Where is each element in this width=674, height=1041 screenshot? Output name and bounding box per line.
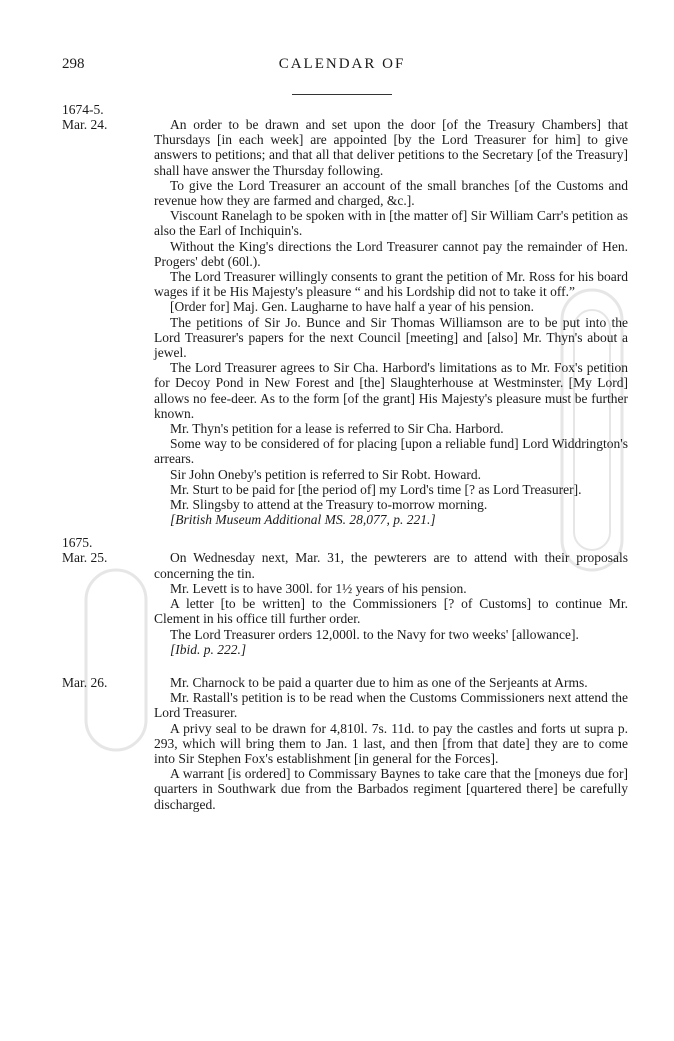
- entry-year: 1674-5.: [62, 102, 104, 117]
- calendar-entries: [62, 102, 628, 820]
- entry-paragraph: Viscount Ranelagh to be spoken with in [the matter of] Sir William Carr's petition as also the Earl of Inchiquin's.: [154, 208, 628, 239]
- entry-paragraph: The petitions of Sir Jo. Bunce and Sir Thomas Williamson are to be put into the Lord Treasurer's papers for the next Council [meeting] and [also] Mr. Thyn's about a jewel.: [154, 314, 628, 361]
- entry-date-column: [62, 535, 152, 565]
- entry-paragraph: Mr. Thyn's petition for a lease is referred to Sir Cha. Harbord.: [170, 421, 504, 437]
- entry-year: 1675.: [62, 535, 93, 551]
- page-header: [62, 56, 622, 76]
- entry-paragraph: Mr. Rastall's petition is to be read when the Customs Commissioners next attend the Lord Treasurer.: [154, 690, 628, 721]
- calendar-entry: [62, 535, 628, 656]
- calendar-entry: [62, 102, 628, 527]
- entry-date-column: [62, 102, 152, 132]
- entry-paragraph: Mr. Charnock to be paid a quarter due to him as one of the Serjeants at Arms.: [170, 674, 588, 690]
- entry-date: Mar. 26.: [62, 674, 108, 690]
- calendar-entry: [62, 675, 628, 812]
- entry-paragraph: The Lord Treasurer willingly consents to grant the petition of Mr. Ross for his board wages if it be His Majesty's pleasure “ and his Lordship did not to take it off.”: [154, 269, 628, 300]
- source-reference: [Ibid. p. 222.]: [170, 641, 247, 657]
- source-reference: [British Museum Additional MS. 28,077, p. 221.]: [170, 512, 436, 528]
- entry-date-column: [62, 675, 152, 690]
- page-number: 298: [62, 56, 85, 72]
- running-title: CALENDAR OF: [278, 56, 406, 72]
- entry-paragraph: To give the Lord Treasurer an account of the small branches [of the Customs and revenue how they are farmed and charged, &c.].: [154, 177, 628, 209]
- entry-date: Mar. 25.: [62, 550, 108, 566]
- entry-paragraph: On Wednesday next, Mar. 31, the pewterers are to attend with their proposals concerning the tin.: [154, 550, 628, 581]
- entry-paragraph: A privy seal to be drawn for 4,810l. 7s. 11d. to pay the castles and forts ut supra p. 293, which will bring them to Jan. 1 last, and then [from that date] they are to come into Sir Stephen Fox's establishment [in general for the Forces].: [154, 720, 628, 766]
- entry-paragraph: Without the King's directions the Lord Treasurer cannot pay the remainder of Hen. Progers' debt (60l.).: [154, 238, 628, 269]
- entry-paragraph: A warrant [is ordered] to Commissary Baynes to take care that the [moneys due for] quarters in Southwark due from the Barbados regiment [quartered there] be carefully discharged.: [154, 766, 628, 812]
- entry-date: Mar. 24.: [62, 117, 108, 132]
- entry-paragraph: The Lord Treasurer agrees to Sir Cha. Harbord's limitations as to Mr. Fox's petition for Decoy Pond in New Forest and [the] Slaughterhouse at Westminster. [My Lord] allows no fee-deer. As to the form [of the grant] His Majesty's pleasure must be further known.: [154, 360, 628, 421]
- entry-paragraph: Mr. Sturt to be paid for [the period of] my Lord's time [? as Lord Treasurer].: [170, 481, 582, 497]
- entry-paragraph: Some way to be considered of for placing [upon a reliable fund] Lord Widdrington's arrears.: [154, 436, 628, 467]
- header-rule: [292, 94, 392, 95]
- entry-paragraph: Sir John Oneby's petition is referred to Sir Robt. Howard.: [170, 466, 482, 482]
- entry-paragraph: [Order for] Maj. Gen. Laugharne to have half a year of his pension.: [170, 299, 534, 315]
- entry-paragraph: An order to be drawn and set upon the door [of the Treasury Chambers] that Thursdays [in each week] are appointed [by the Lord Treasurer for him] to give answers to petitions; and that all that deliver petitions to the Secretary [of the Treasury] shall have answer the Thursday following.: [154, 117, 628, 178]
- entry-paragraph: Mr. Levett is to have 300l. for 1½ years of his pension.: [170, 580, 467, 596]
- entry-paragraph: A letter [to be written] to the Commissioners [? of Customs] to continue Mr. Clement in his office till further order.: [154, 596, 628, 627]
- entry-text: [154, 535, 628, 656]
- entry-paragraph: The Lord Treasurer orders 12,000l. to the Navy for two weeks' [allowance].: [170, 626, 579, 642]
- entry-text: [154, 675, 628, 812]
- entry-text: [154, 102, 628, 527]
- entry-paragraph: Mr. Slingsby to attend at the Treasury to-morrow morning.: [170, 497, 488, 513]
